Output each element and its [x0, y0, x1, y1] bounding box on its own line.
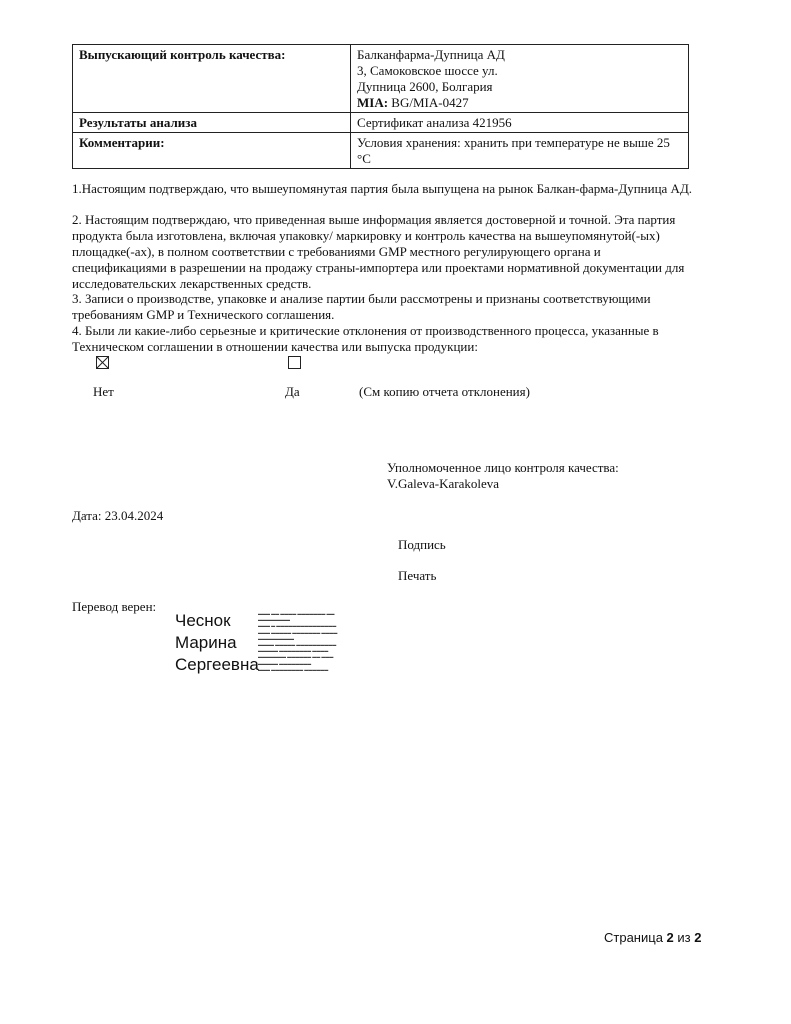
signature-label: Подпись — [398, 537, 446, 552]
page-number — [604, 930, 702, 946]
signature-name-line: Чеснок — [175, 611, 231, 630]
table-key-cell: Результаты анализа — [73, 113, 351, 133]
page-number-prefix: Страница — [604, 930, 663, 945]
release-date: Дата: 23.04.2024 — [72, 508, 164, 523]
yes-checkbox[interactable] — [288, 356, 301, 369]
address-line: 3, Самоковское шоссе ул. — [357, 63, 498, 78]
statement-paragraph: 1.Настоящим подтверждаю, что вышеупомянутая партия была выпущена на рынок Балкан-фарма-Дупница АД. — [72, 181, 693, 196]
qualified-person-title: Уполномоченное лицо контроля качества: — [387, 460, 619, 475]
mia-label: MIA: — [357, 95, 389, 110]
page-number-current: 2 — [666, 930, 674, 945]
stamp-label: Печать — [398, 568, 437, 583]
no-checkbox[interactable] — [96, 356, 109, 369]
translation-label: Перевод верен: — [72, 599, 157, 614]
statement-paragraph: 3. Записи о производстве, упаковке и анализе партии были рассмотрены и признаны соответствующими требованиям GMP и Технического соглашения. — [72, 291, 651, 322]
table-row — [73, 45, 689, 113]
address-line: Балканфарма-Дупница АД — [357, 47, 505, 62]
digital-signature-details: ▬▬▬ ▬▬ ▬▬▬▬ ▬▬▬▬▬▬▬ ▬▬ ▬▬▬▬▬▬▬▬ ▬▬▬ ▬ ▬▬▬▬▬▬▬▬▬▬▬▬▬▬▬ ▬▬▬ ▬▬▬▬▬ ▬▬▬▬▬▬▬ ▬▬▬▬ ▬▬▬▬▬▬▬▬▬ ▬▬▬▬ ▬▬▬▬▬ ▬▬▬▬▬▬▬▬▬▬ ▬▬▬▬▬ ▬▬▬▬▬▬▬▬ ▬▬▬▬ ▬▬▬▬▬▬▬ ▬▬▬▬▬▬ ▬▬ ▬▬▬ ▬▬▬▬▬ ▬▬▬▬▬▬▬▬ ▬▬▬ ▬▬▬▬▬▬▬▬ ▬▬▬▬▬▬ — [258, 611, 338, 672]
page-number-total: 2 — [694, 930, 702, 945]
table-row — [73, 133, 689, 169]
table-value-cell — [351, 45, 689, 113]
mia-value: BG/MIA-0427 — [391, 95, 469, 110]
deviation-report-note: (См копию отчета отклонения) — [359, 384, 530, 399]
yes-label: Да — [285, 384, 300, 399]
page-number-middle: из — [677, 930, 691, 945]
signature-name-line: Марина — [175, 633, 237, 652]
checkbox-cross-icon — [97, 357, 108, 368]
release-info-table — [72, 44, 689, 169]
table-key-cell: Комментарии: — [73, 133, 351, 169]
table-value-cell: Условия хранения: хранить при температуре не выше 25 °C — [351, 133, 689, 169]
no-label: Нет — [93, 384, 114, 399]
statement-paragraph: 2. Настоящим подтверждаю, что приведенная выше информация является достоверной и точной. Эта партия продукта была изготовлена, включая упаковку/ маркировку и контроль качества на вышеупомянутой(-ых) площадке(-ах), в полном соответствии с требованиями GMP местного регулирующего органа и спецификациями в разрешении на продажу страны-импортера или проектами нормативной документации для исследовательских лекарственных средств. — [72, 212, 685, 291]
table-key-cell: Выпускающий контроль качества: — [73, 45, 351, 113]
translator-digital-signature — [175, 610, 259, 676]
mia-line — [357, 95, 683, 111]
table-value-cell: Сертификат анализа 421956 — [351, 113, 689, 133]
statement-paragraph: 4. Были ли какие-либо серьезные и критические отклонения от производственного процесса, указанные в Техническом соглашении в отношении качества или выпуска продукции: — [72, 323, 659, 354]
signature-name-line: Сергеевна — [175, 655, 259, 674]
table-row — [73, 113, 689, 133]
address-line: Дупница 2600, Болгария — [357, 79, 493, 94]
qualified-person-name: V.Galeva-Karakoleva — [387, 476, 500, 491]
